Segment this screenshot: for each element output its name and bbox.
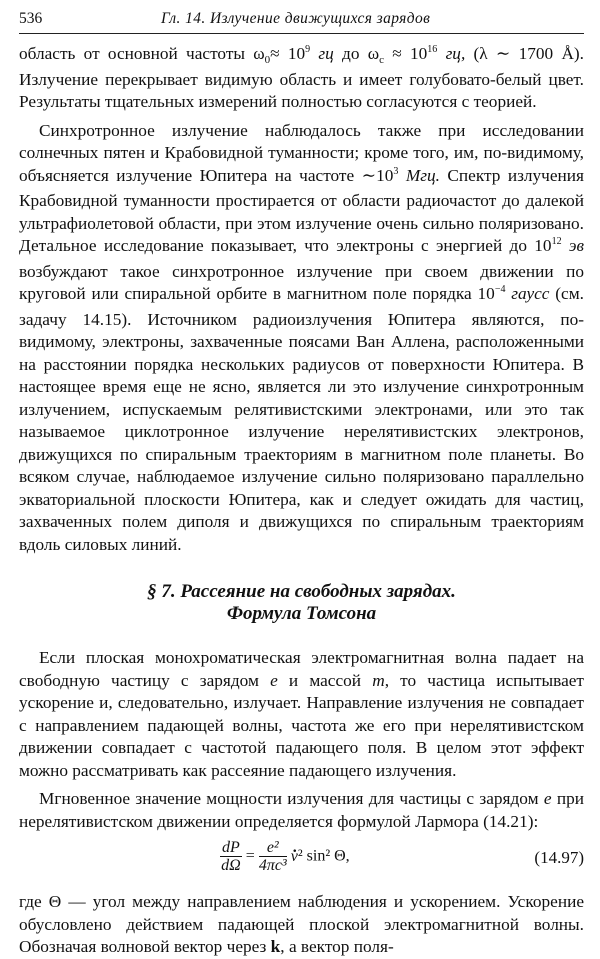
paragraph-5: где Θ — угол между направлением наблюдения и ускорением. Ускорение обусловлено действием падающей плоской электромагнитной волны. Обозначая волновой вектор через k, а вектор поля- <box>19 892 584 956</box>
rhs-fraction: $\frac{\text{e²}}{\text{4πc³}}$ <box>258 839 287 874</box>
section-heading-line-1: § 7. Рассеяние на свободных зарядах. <box>147 581 456 602</box>
paragraph-1: область от основной частоты $\omega_0\approx 10^9$ гц до $\omega_c \approx 10^{16}$ гц, (λ ∼ 1700 Å). Излучение перекрывает видимую область и имеет голубовато-белый цвет. Результаты тщательных измерений полностью согласуются с теорией. <box>19 44 585 111</box>
paragraph-3: Если плоская монохроматическая электромагнитная волна падает на свободную частицу с зарядом e и массой m, то частица испытывает ускорение и, следовательно, излучает. Направление излучения не совпадает с направлением падающей волны, частота же его при нерелятивистском движении совпадает с частотой падающего поля. В целом этот эффект можно рассматривать как рассеяние падающего излучения. <box>19 648 584 780</box>
equation-14-97 <box>19 837 584 881</box>
paragraph-4: Мгновенное значение мощности излучения для частицы с зарядом e при нерелятивистском движении определяется формулой Лармора (14.21): <box>19 789 584 831</box>
page-number: 536 <box>19 10 43 27</box>
lhs-fraction: $\frac{dP}{d\Omega}$ <box>221 839 241 874</box>
book-page <box>19 10 585 956</box>
page-body <box>19 43 584 959</box>
larmor-formula: $\frac{dP}{d\Omega}$ = $\frac{\text{e²}}{\text{4πc³}}$ . v² sin² Θ, <box>220 839 350 875</box>
running-title: Гл. 14. Излучение движущихся зарядов <box>161 10 431 27</box>
section-heading <box>19 581 584 625</box>
equation-number: (14.97) <box>534 848 584 867</box>
page-header <box>19 10 584 32</box>
velocity-dot-symbol: . v <box>291 848 298 865</box>
section-heading-line-2: Формула Томсона <box>226 603 377 624</box>
paragraph-2: Синхротронное излучение наблюдалось также при исследовании солнечных пятен и Крабовидной туманности; кроме того, им, по-видимому, объясняется излучение Юпитера на частоте $\sim 10^3$ Мгц. Спектр излучения Крабовидной туманности простирается от области радиочастот до далекой ультрафиолетовой области, при этом излучение очень сильно поляризовано. Детальное исследование показывает, что электроны с энергией до $10^{12}$ эв возбуждают такое синхротронное излучение при своем движении по круговой или спиральной орбите в магнитном поле порядка $10^{-4}$ гаусс (см. задачу 14.15). Источником радиоизлучения Юпитера являются, по-видимому, электроны, захваченные поясами Ван Аллена, расположенными на расстоянии порядка нескольких радиусов от поверхности Юпитера. В настоящее время еще не ясно, является ли это излучение синхротронным излучением, испускаемым релятивистскими электронами, или это так называемое циклотронное излучение нерелятивистских электронов, движущихся по спиральным траекториям в магнитном поле планеты. Во всяком случае, наблюдаемое излучение сильно поляризовано параллельно экваториальной плоскости Юпитера, как и следует ожидать для частиц, захваченных полем диполя и движущихся по спиральным траекториям вдоль силовых линий. <box>19 120 584 554</box>
header-rule <box>19 33 584 34</box>
